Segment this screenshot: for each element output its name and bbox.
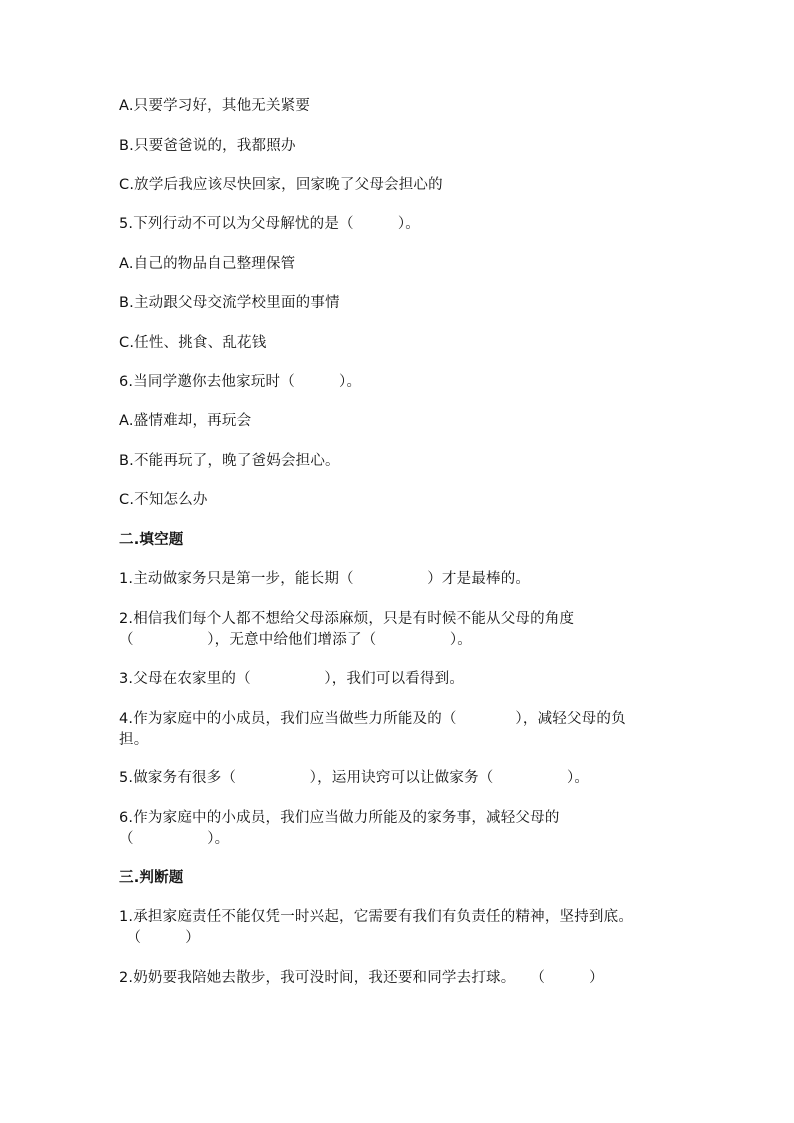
fill-item-6-line-1: 6.作为家庭中的小成员，我们应当做力所能及的家务事，减轻父母的: [119, 810, 560, 826]
q5-option-a: A.自己的物品自己整理保管: [119, 256, 296, 272]
q4-option-b: B.只要爸爸说的，我都照办: [119, 138, 296, 154]
q4-option-c: C.放学后我应该尽快回家，回家晚了父母会担心的: [119, 177, 443, 193]
fill-item-2-line-2: （ ），无意中给他们增添了（ ）。: [119, 632, 472, 648]
q6-option-a: A.盛情难却，再玩会: [119, 413, 252, 429]
fill-item-4-line-2: 担。: [119, 732, 149, 748]
q5-option-b: B.主动跟父母交流学校里面的事情: [119, 295, 340, 311]
judge-item-2: 2.奶奶要我陪她去散步，我可没时间，我还要和同学去打球。 （ ）: [119, 970, 604, 986]
q5-stem: 5.下列行动不可以为父母解忧的是（ ）。: [119, 216, 420, 232]
q6-stem: 6.当同学邀你去他家玩时（ ）。: [119, 374, 362, 390]
judge-item-1-line-2: （ ）: [119, 930, 200, 946]
fill-item-3: 3.父母在农家里的（ ），我们可以看得到。: [119, 671, 465, 687]
q4-option-a: A.只要学习好，其他无关紧要: [119, 98, 311, 114]
q6-option-b: B.不能再玩了，晚了爸妈会担心。: [119, 453, 340, 469]
judge-item-1-line-1: 1.承担家庭责任不能仅凭一时兴起，它需要有我们有负责任的精神，坚持到底。: [119, 909, 634, 925]
fill-item-5: 5.做家务有很多（ ），运用诀窍可以让做家务（ ）。: [119, 770, 590, 786]
section3-title: 三.判断题: [119, 870, 184, 886]
q6-option-c: C.不知怎么办: [119, 492, 208, 508]
fill-item-1: 1.主动做家务只是第一步，能长期（ ）才是最棒的。: [119, 571, 531, 587]
q5-option-c: C.任性、挑食、乱花钱: [119, 335, 267, 351]
section2-title: 二.填空题: [119, 532, 184, 548]
fill-item-6-line-2: （ ）。: [119, 831, 230, 847]
fill-item-2-line-1: 2.相信我们每个人都不想给父母添麻烦，只是有时候不能从父母的角度: [119, 611, 575, 627]
fill-item-4-line-1: 4.作为家庭中的小成员，我们应当做些力所能及的（ ），减轻父母的负: [119, 711, 626, 727]
